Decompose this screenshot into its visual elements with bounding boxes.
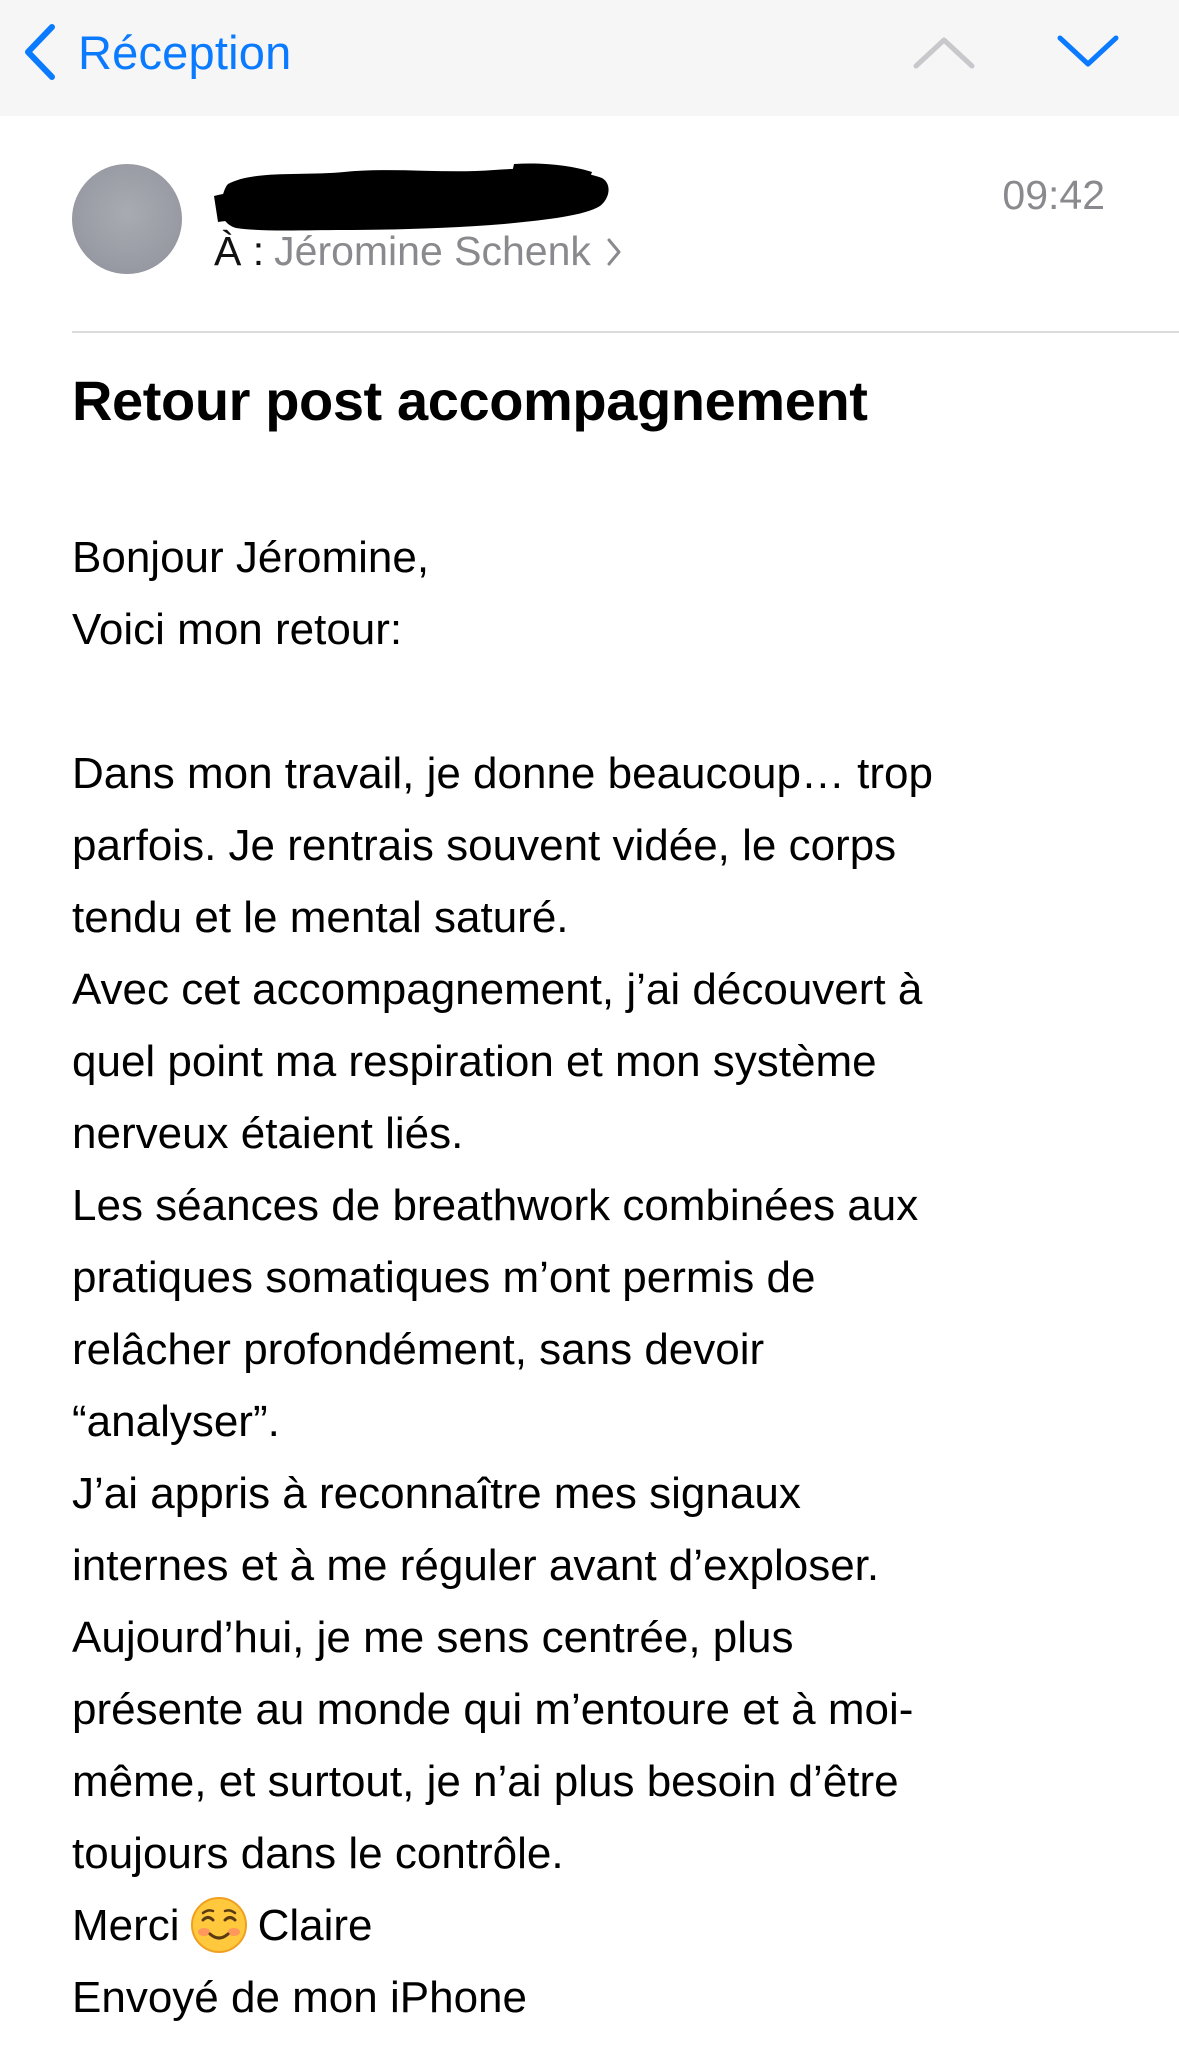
recipient-line[interactable] xyxy=(214,228,623,275)
previous-message-button[interactable] xyxy=(908,26,980,78)
to-label: À : xyxy=(214,228,265,274)
chevron-right-icon xyxy=(605,236,623,268)
body-line: Les séances de breathwork combinées aux xyxy=(72,1181,919,1230)
email-body xyxy=(72,522,1112,2034)
closing-word: Merci xyxy=(72,1901,180,1950)
body-line: Aujourd’hui, je me sens centrée, plus xyxy=(72,1613,794,1662)
body-line: même, et surtout, je n’ai plus besoin d’être xyxy=(72,1757,899,1806)
body-line: relâcher profondément, sans devoir xyxy=(72,1325,765,1374)
chevron-up-icon xyxy=(908,26,980,78)
body-line: “analyser”. xyxy=(72,1397,280,1446)
body-line: nerveux étaient liés. xyxy=(72,1109,464,1158)
next-message-button[interactable] xyxy=(1052,26,1124,78)
smiling-face-emoji-icon xyxy=(190,1896,248,1954)
email-subject: Retour post accompagnement xyxy=(72,369,868,432)
recipient-name[interactable]: Jéromine Schenk xyxy=(274,228,591,274)
body-line: Dans mon travail, je donne beaucoup… trop xyxy=(72,749,933,798)
body-line: Voici mon retour: xyxy=(72,605,403,654)
sender-avatar[interactable] xyxy=(72,164,182,274)
body-line: Avec cet accompagnement, j’ai découvert à xyxy=(72,965,923,1014)
signature-name: Claire xyxy=(257,1901,373,1950)
back-to-inbox-button[interactable] xyxy=(22,18,291,86)
body-line: tendu et le mental saturé. xyxy=(72,893,569,942)
body-line: J’ai appris à reconnaître mes signaux xyxy=(72,1469,801,1518)
navigation-bar xyxy=(0,0,1179,116)
chevron-down-icon xyxy=(1052,26,1124,78)
chevron-left-icon xyxy=(22,21,58,83)
body-line: présente au monde qui m’entoure et à moi- xyxy=(72,1685,914,1734)
body-line: Bonjour Jéromine, xyxy=(72,533,430,582)
message-time: 09:42 xyxy=(1002,172,1105,218)
body-line: internes et à me réguler avant d’exploser. xyxy=(72,1541,880,1590)
closing-line xyxy=(72,1890,1112,1962)
blank-line xyxy=(72,666,1112,738)
header-divider xyxy=(72,331,1179,333)
back-label: Réception xyxy=(78,25,292,79)
sent-from-line: Envoyé de mon iPhone xyxy=(72,1973,527,2022)
body-line: toujours dans le contrôle. xyxy=(72,1829,564,1878)
body-line: pratiques somatiques m’ont permis de xyxy=(72,1253,816,1302)
body-line: parfois. Je rentrais souvent vidée, le corps xyxy=(72,821,897,870)
body-line: quel point ma respiration et mon système xyxy=(72,1037,877,1086)
